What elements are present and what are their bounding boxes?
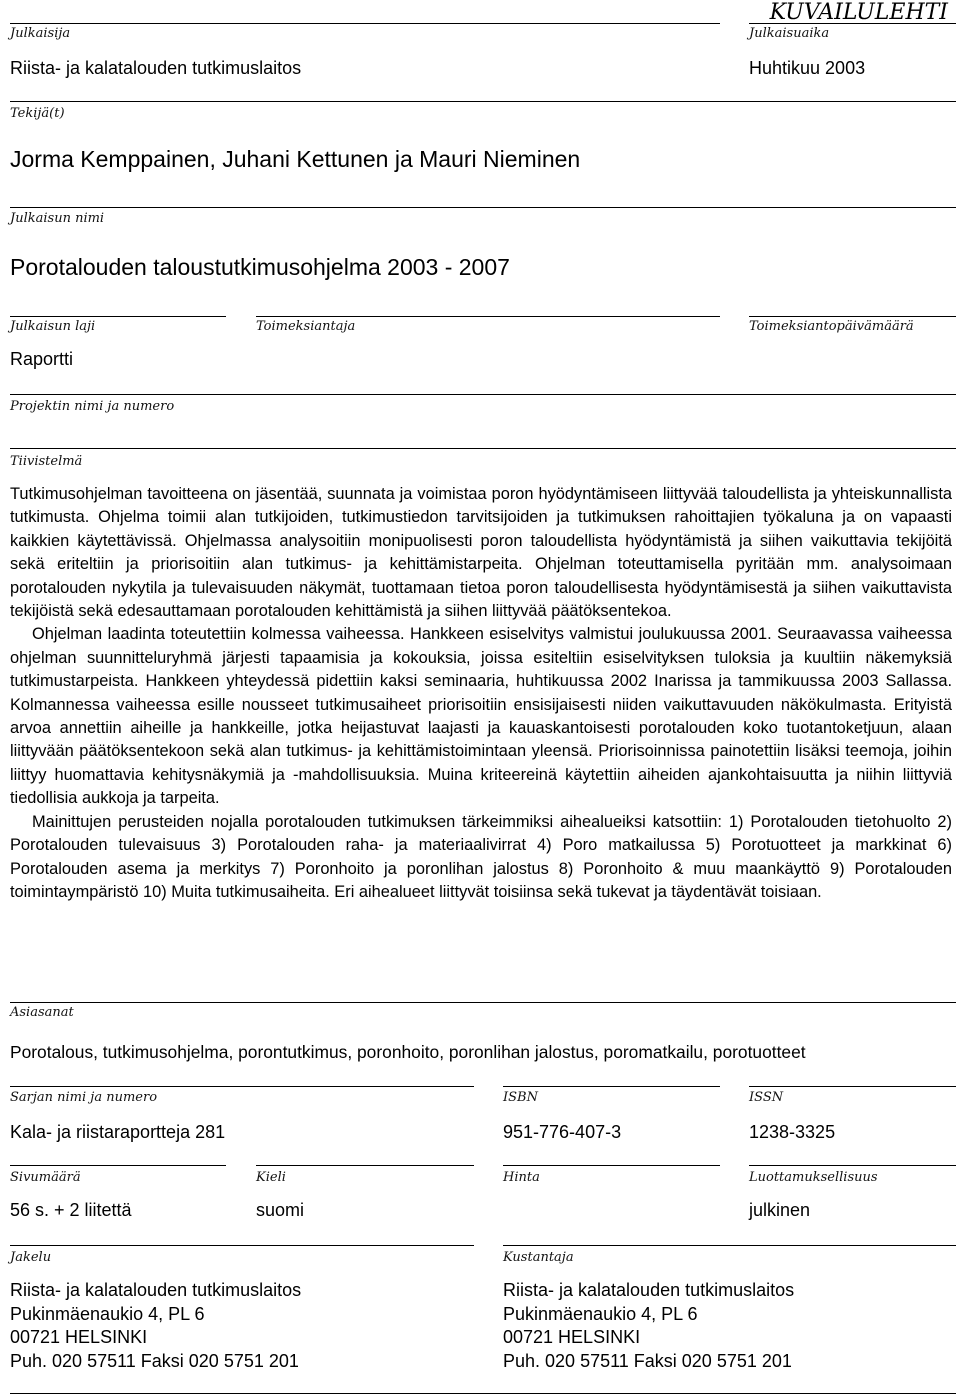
divider bbox=[749, 316, 956, 317]
publication-name-value: Porotalouden taloustutkimusohjelma 2003 - 2007 bbox=[10, 254, 510, 280]
divider bbox=[10, 1002, 956, 1003]
distribution-label: Jakelu bbox=[10, 1250, 52, 1265]
divider bbox=[10, 394, 956, 395]
address-line: Puh. 020 57511 Faksi 020 5751 201 bbox=[503, 1350, 792, 1371]
divider bbox=[749, 1086, 956, 1087]
series-label: Sarjan nimi ja numero bbox=[10, 1090, 158, 1105]
abstract-paragraph: Ohjelman laadinta toteutettiin kolmessa vaiheessa. Hankkeen esiselvitys valmistui joulukuussa 2001. Seuraavassa vaiheessa ohjelman suunnitteluryhmä järjesti tapaamisia ja kokouksia, joissa esiteltiin esiselvityksen tuloksia ja kuultiin näkemyksiä tutkimustarpeista. Hankkeen yhteydessä pidettiin kaksi seminaaria, huhtikuussa 2002 Inarissa ja tammikuussa 2003 Sallassa. Kolmannessa vaiheessa esille nousseet tutkimusaiheet priorisoitiin ensisijaisesti niiden vaikuttavuuden näkökulmasta. Erityistä arvoa annettiin aiheille ja hankkeille, jotka heijastuvat laajasti ja kauaskantoisesti porotalouden koko tuotantoketjuun, alaan liittyvään päätöksentekoon sekä alan tutkimus- ja kehittämistoimintaan yleensä. Priorisoinnissa painotettiin lisäksi teemoja, joihin liittyy huomattavia kehitysnäkymiä ja -mahdollisuuksia. Muina kriteereinä käytettiin aiheiden ajankohtaisuutta ja niihin liittyviä tiedollisia aukkoja ja tarpeita. bbox=[10, 625, 952, 808]
price-label: Hinta bbox=[503, 1170, 540, 1185]
divider bbox=[10, 1165, 226, 1166]
authors-value: Jorma Kemppainen, Juhani Kettunen ja Mauri Nieminen bbox=[10, 146, 581, 172]
project-label: Projektin nimi ja numero bbox=[10, 399, 175, 414]
divider bbox=[10, 316, 226, 317]
address-line: Riista- ja kalatalouden tutkimuslaitos bbox=[10, 1280, 302, 1300]
keywords-value: Porotalous, tutkimusohjelma, porontutkimus, poronhoito, poronlihan jalostus, poromatkailu, porotuotteet bbox=[10, 1042, 806, 1062]
divider bbox=[503, 1086, 720, 1087]
language-value: suomi bbox=[256, 1200, 305, 1220]
divider bbox=[256, 316, 720, 317]
distribution-address bbox=[10, 1279, 301, 1373]
document-type-title: KUVAILULEHTI bbox=[769, 0, 948, 25]
commission-date-label: Toimeksiantopäivämäärä bbox=[749, 319, 914, 334]
publication-date-label: Julkaisuaika bbox=[749, 26, 830, 41]
isbn-value: 951-776-407-3 bbox=[503, 1122, 622, 1142]
abstract-label: Tiivistelmä bbox=[10, 454, 83, 469]
publication-type-label: Julkaisun laji bbox=[10, 319, 96, 334]
divider bbox=[10, 1086, 474, 1087]
divider bbox=[10, 448, 956, 449]
authors-label: Tekijä(t) bbox=[10, 106, 65, 121]
address-line: Pukinmäenaukio 4, PL 6 bbox=[503, 1303, 698, 1324]
divider bbox=[10, 1393, 956, 1394]
publication-date-value: Huhtikuu 2003 bbox=[749, 58, 866, 78]
publisher-contact-label: Kustantaja bbox=[503, 1250, 574, 1265]
address-line: Riista- ja kalatalouden tutkimuslaitos bbox=[503, 1280, 795, 1300]
abstract-paragraph: Tutkimusohjelman tavoitteena on jäsentää, suunnata ja voimistaa poron hyödyntämiseen liittyvää taloudellista ja yhteiskunnallista tutkimusta. Ohjelma toimii alan tutkijoiden, tutkimustiedon tarvitsijoiden ja tutkimuksen rahoittajien työkaluna ja on vapaasti kaikkien käytettävissä. Ohjelmassa analysoitiin monipuolisesti poron taloudellista hyödyntämistä ja siihen vaikuttavia tekijöitä sekä eriteltiin ja priorisoitiin alan tutkimus- ja kehittämistarpeita. Ohjelman toteuttamisella pyritään mm. analysoimaan porotalouden nykytila ja tulevaisuuden näkymät, tuottamaan tietoa poron taloudellisesta hyödyntämisestä ja siihen vaikuttavista tekijöistä sekä edesauttamaan porotalouden kehittämistä ja siihen liittyvää päätöksentekoa. bbox=[10, 485, 952, 621]
issn-value: 1238-3325 bbox=[749, 1122, 836, 1142]
page-count-label: Sivumäärä bbox=[10, 1170, 81, 1185]
confidentiality-label: Luottamuksellisuus bbox=[749, 1170, 878, 1185]
divider bbox=[503, 1165, 720, 1166]
address-line: Puh. 020 57511 Faksi 020 5751 201 bbox=[10, 1350, 299, 1371]
divider bbox=[10, 23, 720, 24]
confidentiality-value: julkinen bbox=[749, 1200, 811, 1220]
language-label: Kieli bbox=[256, 1170, 286, 1185]
abstract-text bbox=[10, 483, 952, 904]
publication-name-label: Julkaisun nimi bbox=[10, 211, 105, 226]
divider bbox=[10, 1245, 474, 1246]
divider bbox=[256, 1165, 474, 1166]
publisher-value: Riista- ja kalatalouden tutkimuslaitos bbox=[10, 58, 302, 78]
isbn-label: ISBN bbox=[503, 1090, 538, 1105]
divider bbox=[749, 23, 956, 24]
keywords-label: Asiasanat bbox=[10, 1005, 74, 1020]
abstract-paragraph: Mainittujen perusteiden nojalla porotalouden tutkimuksen tärkeimmiksi aihealueiksi katsottiin: 1) Porotalouden tietohuolto 2) Porotalouden tulevaisuus 3) Porotalouden raha- ja materiaalivirrat 4) Poro matkailussa 5) Porotuotteet ja markkinat 6) Porotalouden asema ja merkitys 7) Poronhoito ja poronlihan jalostus 8) Poronhoito & muu maankäyttö 9) Porotalouden toimintaympäristö 10) Muita tutkimusaiheita. Eri aihealueet liittyvät toisiinsa sekä tukevat ja täydentävät toisiaan. bbox=[10, 812, 952, 901]
divider bbox=[749, 1165, 956, 1166]
divider bbox=[503, 1245, 956, 1246]
address-line: Pukinmäenaukio 4, PL 6 bbox=[10, 1303, 205, 1324]
page-count-value: 56 s. + 2 liitettä bbox=[10, 1200, 132, 1220]
publisher-label: Julkaisija bbox=[10, 26, 71, 41]
address-line: 00721 HELSINKI bbox=[503, 1327, 641, 1348]
divider bbox=[10, 101, 956, 102]
address-line: 00721 HELSINKI bbox=[10, 1327, 148, 1348]
series-value: Kala- ja riistaraportteja 281 bbox=[10, 1122, 226, 1142]
issn-label: ISSN bbox=[749, 1090, 784, 1105]
commissioner-label: Toimeksiantaja bbox=[256, 319, 356, 334]
publication-type-value: Raportti bbox=[10, 349, 74, 369]
divider bbox=[10, 207, 956, 208]
publisher-contact-address bbox=[503, 1279, 794, 1373]
